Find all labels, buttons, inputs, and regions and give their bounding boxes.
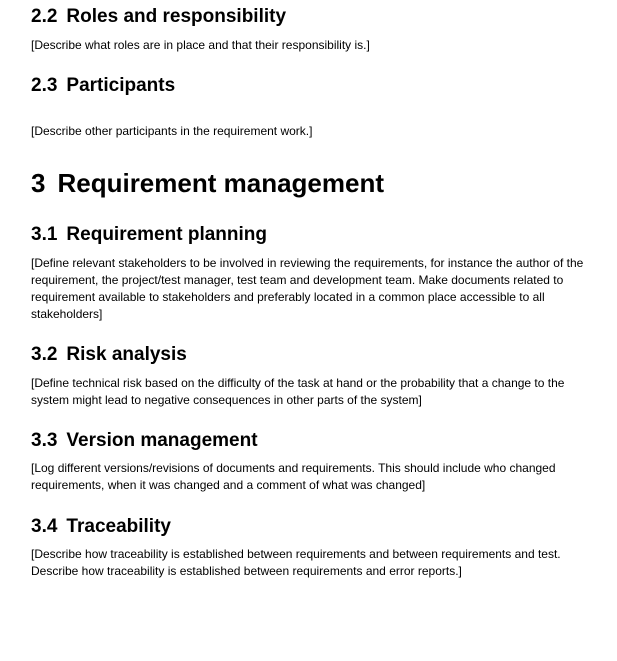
heading-number: 2.2 [31,6,58,27]
heading-3-4 [31,516,171,538]
heading-number: 3.2 [31,344,58,365]
heading-2-3 [31,75,175,97]
heading-3-3 [31,430,258,452]
section-2-2-body: [Describe what roles are in place and that their responsibility is.] [31,38,370,52]
heading-number: 3.1 [31,224,58,245]
heading-title: Participants [66,75,176,96]
section-3-3-body: [Log different versions/revisions of documents and requirements. This should include who changed requirements, when it was changed and a comment of what was changed] [31,461,556,492]
heading-3-2 [31,344,187,366]
heading-title: Risk analysis [66,344,187,365]
heading-3 [31,168,384,198]
section-3-1-body: [Define relevant stakeholders to be involved in reviewing the requirements, for instance the author of the requirement, the project/test manager, test team and development team. Make documents related to requirement available to stakeholders and preferably located in a common place accessible to all stakeholders] [31,256,584,321]
section-3-4-body: [Describe how traceability is established between requirements and between requirements and test. Describe how traceability is established between requirements and error reports.] [31,547,561,578]
heading-number: 3 [31,168,46,198]
heading-title: Requirement planning [66,224,267,245]
heading-number: 3.3 [31,430,58,451]
section-2-3-body: [Describe other participants in the requirement work.] [31,124,313,138]
heading-2-2 [31,6,286,28]
heading-title: Requirement management [57,168,384,198]
heading-number: 2.3 [31,75,58,96]
heading-title: Traceability [66,516,171,537]
heading-title: Roles and responsibility [66,6,287,27]
heading-number: 3.4 [31,516,58,537]
heading-3-1 [31,224,267,246]
section-3-2-body: [Define technical risk based on the difficulty of the task at hand or the probability that a change to the system might lead to negative consequences in other parts of the system] [31,376,565,407]
heading-title: Version management [66,430,258,451]
